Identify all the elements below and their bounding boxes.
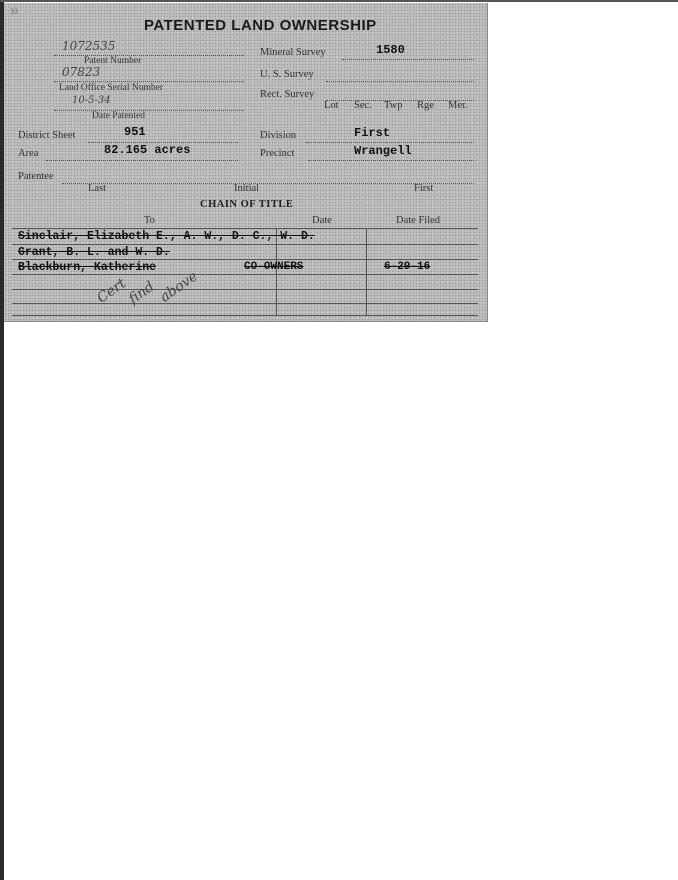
precinct-value: Wrangell — [354, 144, 412, 158]
rect-col-lot: Lot — [324, 100, 339, 111]
chain-row-3-to: Blackburn, Katherine — [18, 261, 157, 274]
chain-row-3-date: CO-OWNERS — [244, 261, 304, 273]
chain-row-3-filed: 6-29-16 — [384, 261, 431, 273]
rect-col-mer: Mer. — [448, 100, 468, 111]
precinct-line — [308, 160, 474, 161]
division-line — [306, 142, 474, 143]
chain-rule — [12, 289, 478, 290]
rect-col-twp: Twp — [384, 100, 403, 111]
patent-number-value: 1072535 — [62, 39, 116, 53]
division-value: First — [354, 126, 391, 140]
chain-rule — [12, 244, 478, 245]
chain-col-to: To — [144, 215, 155, 226]
handwritten-note: find — [125, 278, 158, 308]
patentee-first-label: First — [414, 183, 434, 194]
us-survey-line — [326, 81, 474, 82]
serial-number-label: Land Office Serial Number — [59, 83, 164, 93]
serial-number-line — [54, 81, 244, 82]
rect-col-rge: Rge — [417, 100, 434, 111]
mineral-survey-label: Mineral Survey — [260, 47, 326, 58]
area-value: 82.165 acres — [104, 143, 191, 157]
chain-rule — [12, 228, 478, 229]
corner-mark: 33 — [10, 7, 18, 16]
area-line — [46, 160, 238, 161]
chain-rule — [12, 259, 478, 260]
chain-rule — [12, 303, 478, 304]
chain-of-title-heading: CHAIN OF TITLE — [200, 199, 294, 210]
patent-number-label: Patent Number — [84, 56, 142, 66]
date-patented-value: 10-5-34 — [72, 95, 111, 106]
patent-number-line — [54, 55, 244, 56]
chain-rule — [12, 315, 478, 316]
division-label: Division — [260, 130, 297, 141]
mineral-survey-line — [342, 59, 474, 60]
chain-col-date: Date — [312, 215, 332, 226]
handwritten-note: above — [157, 268, 201, 306]
chain-col-divider — [366, 228, 367, 315]
date-patented-line — [54, 110, 244, 111]
rect-survey-label: Rect. Survey — [260, 89, 315, 100]
precinct-label: Precinct — [260, 148, 295, 159]
patentee-initial-label: Initial — [234, 183, 260, 194]
us-survey-label: U. S. Survey — [260, 69, 314, 80]
chain-col-filed: Date Filed — [396, 215, 441, 226]
page-top-edge — [0, 0, 678, 2]
serial-number-value: 07823 — [62, 65, 101, 79]
handwritten-note: Cert — [94, 275, 130, 307]
chain-row-1-to: Sinclair, Elizabeth E., A. W., D. C., W. D. — [18, 230, 315, 243]
patentee-last-label: Last — [88, 183, 107, 194]
date-patented-label: Date Patented — [92, 111, 146, 121]
district-sheet-label: District Sheet — [18, 130, 76, 141]
patentee-label: Patentee — [18, 171, 54, 182]
rect-col-sec: Sec. — [354, 100, 372, 111]
card-title: PATENTED LAND OWNERSHIP — [144, 17, 377, 34]
area-label: Area — [18, 148, 39, 159]
patentee-line — [62, 183, 474, 184]
chain-row-2-to: Grant, B. L. and W. D. — [18, 246, 170, 259]
chain-rule — [12, 274, 478, 275]
district-sheet-value: 951 — [124, 125, 146, 139]
land-ownership-card — [4, 3, 488, 322]
mineral-survey-value: 1580 — [376, 43, 405, 57]
